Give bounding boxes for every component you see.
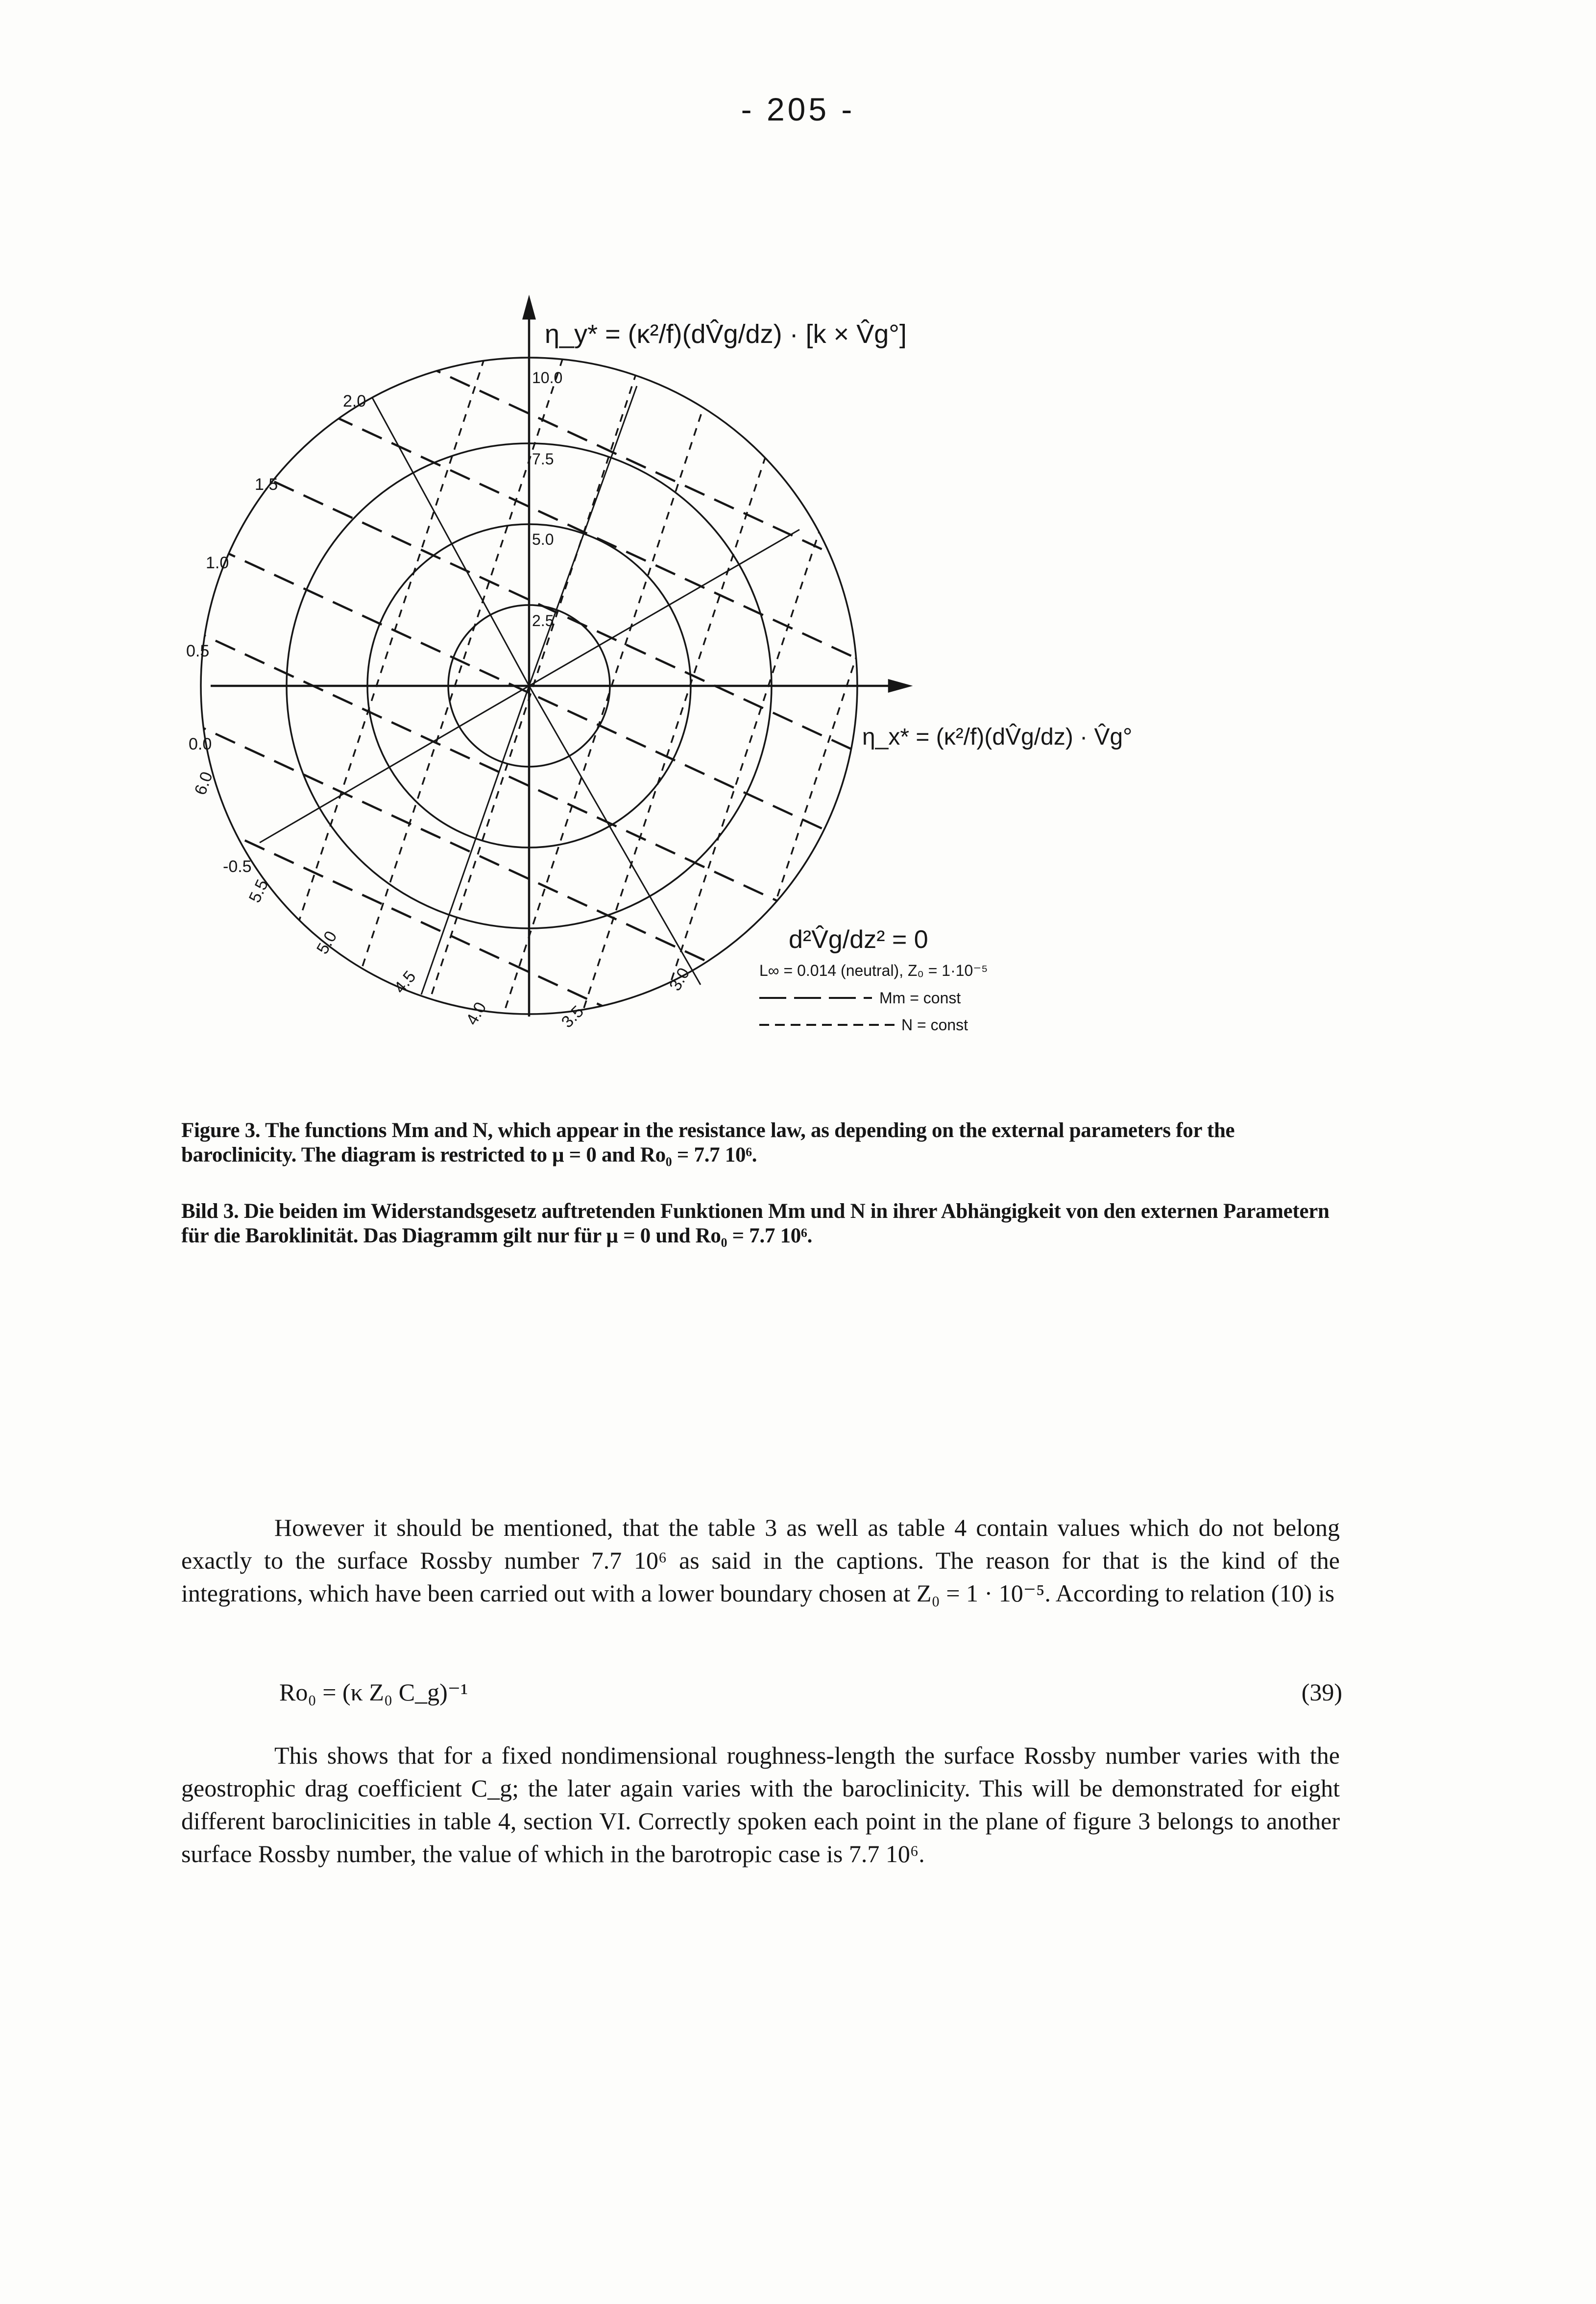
equation-number: (39) bbox=[1301, 1678, 1342, 1706]
circle-label: 5.0 bbox=[532, 531, 554, 548]
page-number: - 205 - bbox=[741, 91, 855, 127]
legend bbox=[759, 924, 988, 1034]
n-line-label: 5.5 bbox=[245, 876, 272, 906]
n-line-label: 4.0 bbox=[462, 999, 490, 1028]
n-line-label: 6.0 bbox=[191, 769, 217, 798]
legend-params: L∞ = 0.014 (neutral), Z₀ = 1·10⁻⁵ bbox=[759, 962, 988, 979]
legend-m-const: Mm = const bbox=[879, 989, 961, 1007]
circle-label: 7.5 bbox=[532, 450, 554, 468]
circle-label: 2.5 bbox=[532, 612, 554, 630]
equation-row bbox=[279, 1678, 1342, 1706]
n-line-label: 3.5 bbox=[557, 1002, 588, 1032]
y-axis-label: η_y* = (κ²/f)(dV̂g/dz) · [k × V̂g°] bbox=[545, 319, 907, 349]
legend-n-const: N = const bbox=[901, 1016, 968, 1034]
x-axis-arrow bbox=[889, 680, 909, 691]
m-line-label: 1.5 bbox=[255, 475, 278, 494]
legend-condition: d²V̂g/dz² = 0 bbox=[789, 925, 928, 954]
n-line-label: 5.0 bbox=[313, 928, 341, 957]
circle-label: 10.0 bbox=[532, 369, 563, 387]
n-line-label: 4.5 bbox=[390, 967, 420, 997]
figure-caption-en: Figure 3. The functions Mm and N, which appear in the resistance law, as depending on the external parameters for the baroclinicity. The diagram is restricted to μ = 0 and Ro₀ = 7.7 10⁶. bbox=[181, 1119, 1235, 1166]
figure-caption-de: Bild 3. Die beiden im Widerstandsgesetz auftretenden Funktionen Mm und N in ihrer Abhängigkeit von den externen Parametern für die Baroklinität. Das Diagramm gilt nur für μ = 0 und Ro₀ = 7.7 10⁶. bbox=[181, 1200, 1330, 1247]
y-axis-arrow bbox=[524, 299, 534, 318]
m-line-label: 1.0 bbox=[206, 554, 229, 572]
x-axis-label: η_x* = (κ²/f)(dV̂g/dz) · V̂g° bbox=[862, 724, 1133, 750]
equation: Ro₀ = (κ Z₀ C_g)⁻¹ bbox=[279, 1678, 468, 1706]
n-line-label: 3.0 bbox=[666, 965, 694, 994]
m-line-label: 0.0 bbox=[189, 735, 212, 753]
m-line-label: 0.5 bbox=[186, 642, 210, 660]
paragraph-1: However it should be mentioned, that the table 3 as well as table 4 contain values which do not belong exactly to the surface Rossby number 7.7 10⁶ as said in the captions. The reason for that is the kind of the integrations, which have been carried out with a lower boundary chosen at Z₀ = 1 · 10⁻⁵. According to relation (10) is bbox=[181, 1514, 1340, 1607]
m-line-label: -0.5 bbox=[223, 857, 252, 876]
paragraph-2: This shows that for a fixed nondimensional roughness-length the surface Rossby number varies with the geostrophic drag coefficient C_g; the later again varies with the baroclinicity. This will be demonstrated for eight different baroclinicities in table 4, section VI. Correctly spoken each point in the plane of figure 3 belongs to another surface Rossby number, the value of which in the barotropic case is 7.7 10⁶. bbox=[181, 1742, 1340, 1867]
polar-diagram bbox=[0, 0, 1596, 1107]
m-const-lines bbox=[186, 255, 1117, 1107]
m-line-label: 2.0 bbox=[343, 392, 366, 411]
